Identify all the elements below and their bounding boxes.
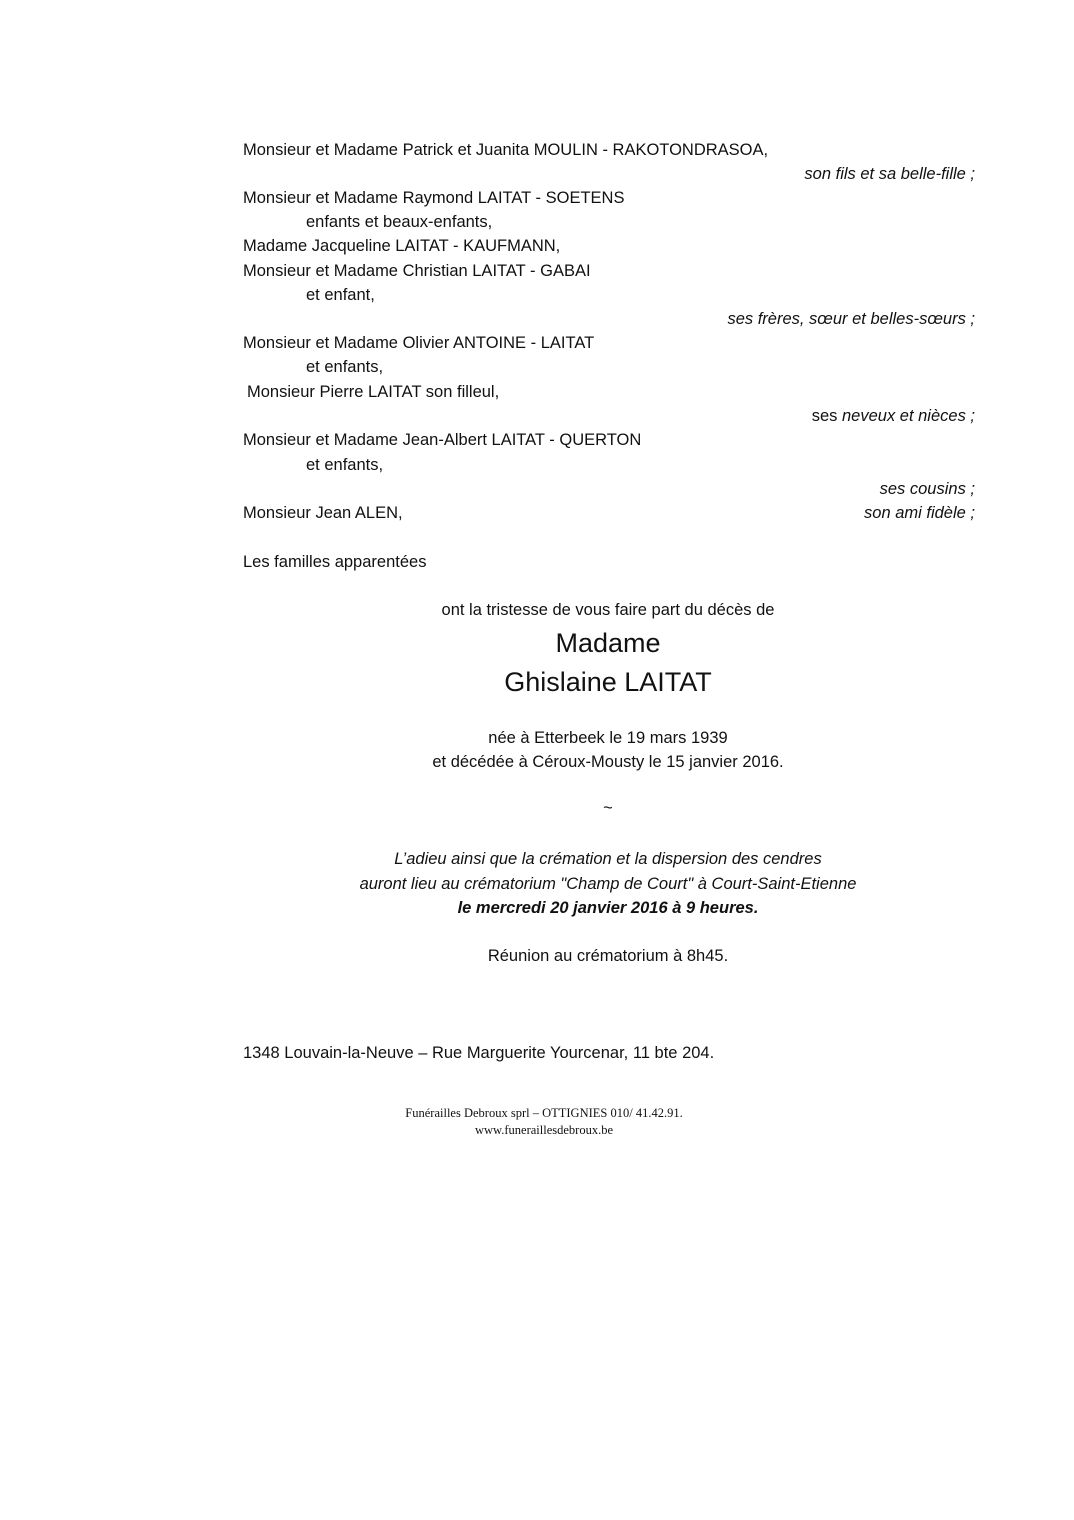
announcement-intro: ont la tristesse de vous faire part du décès de — [441, 601, 775, 619]
ceremony-line-1: L’adieu ainsi que la crémation et la dispersion des cendres — [394, 850, 822, 868]
relation-siblings: ses frères, sœur et belles-sœurs ; — [727, 310, 975, 328]
relation-nephews-italic: neveux et nièces ; — [842, 407, 975, 425]
relation-friend: son ami fidèle ; — [864, 504, 975, 522]
family-line-jean-alen: Monsieur Jean ALEN, — [243, 504, 403, 522]
address: 1348 Louvain-la-Neuve – Rue Marguerite Yourcenar, 11 bte 204. — [243, 1044, 715, 1062]
separator-tilde: ~ — [603, 799, 613, 817]
relation-nephews-prefix: ses — [811, 407, 842, 425]
family-line-jacqueline: Madame Jacqueline LAITAT - KAUFMANN, — [243, 237, 561, 255]
family-line-pierre: Monsieur Pierre LAITAT son filleul, — [247, 383, 500, 401]
family-subline-raymond: enfants et beaux-enfants, — [306, 213, 493, 231]
ceremony-line-2: auront lieu au crématorium "Champ de Court" à Court-Saint-Etienne — [359, 875, 857, 893]
family-line-moulin: Monsieur et Madame Patrick et Juanita MOULIN - RAKOTONDRASOA, — [243, 141, 769, 159]
family-subline-jean-albert: et enfants, — [306, 456, 384, 474]
meeting-info: Réunion au crématorium à 8h45. — [487, 947, 729, 965]
family-line-jean-albert: Monsieur et Madame Jean-Albert LAITAT - QUERTON — [243, 431, 642, 449]
deceased-name: Ghislaine LAITAT — [504, 667, 712, 697]
birth-info: née à Etterbeek le 19 mars 1939 — [488, 729, 728, 747]
family-line-christian: Monsieur et Madame Christian LAITAT - GABAI — [243, 262, 591, 280]
family-line-relatives: Les familles apparentées — [243, 553, 427, 571]
relation-nephews — [812, 406, 975, 426]
deceased-title: Madame — [555, 628, 661, 658]
family-line-olivier: Monsieur et Madame Olivier ANTOINE - LAITAT — [243, 334, 595, 352]
relation-cousins: ses cousins ; — [879, 480, 975, 498]
ceremony-date: le mercredi 20 janvier 2016 à 9 heures. — [457, 899, 759, 917]
relation-son: son fils et sa belle-fille ; — [804, 165, 975, 183]
footer-website: www.funeraillesdebroux.be — [474, 1123, 614, 1137]
family-subline-olivier: et enfants, — [306, 358, 384, 376]
footer-company: Funérailles Debroux sprl – OTTIGNIES 010/ 41.42.91. — [405, 1106, 683, 1120]
death-info: et décédée à Céroux-Mousty le 15 janvier 2016. — [432, 753, 784, 771]
family-line-raymond: Monsieur et Madame Raymond LAITAT - SOETENS — [243, 189, 625, 207]
family-subline-christian: et enfant, — [306, 286, 375, 304]
